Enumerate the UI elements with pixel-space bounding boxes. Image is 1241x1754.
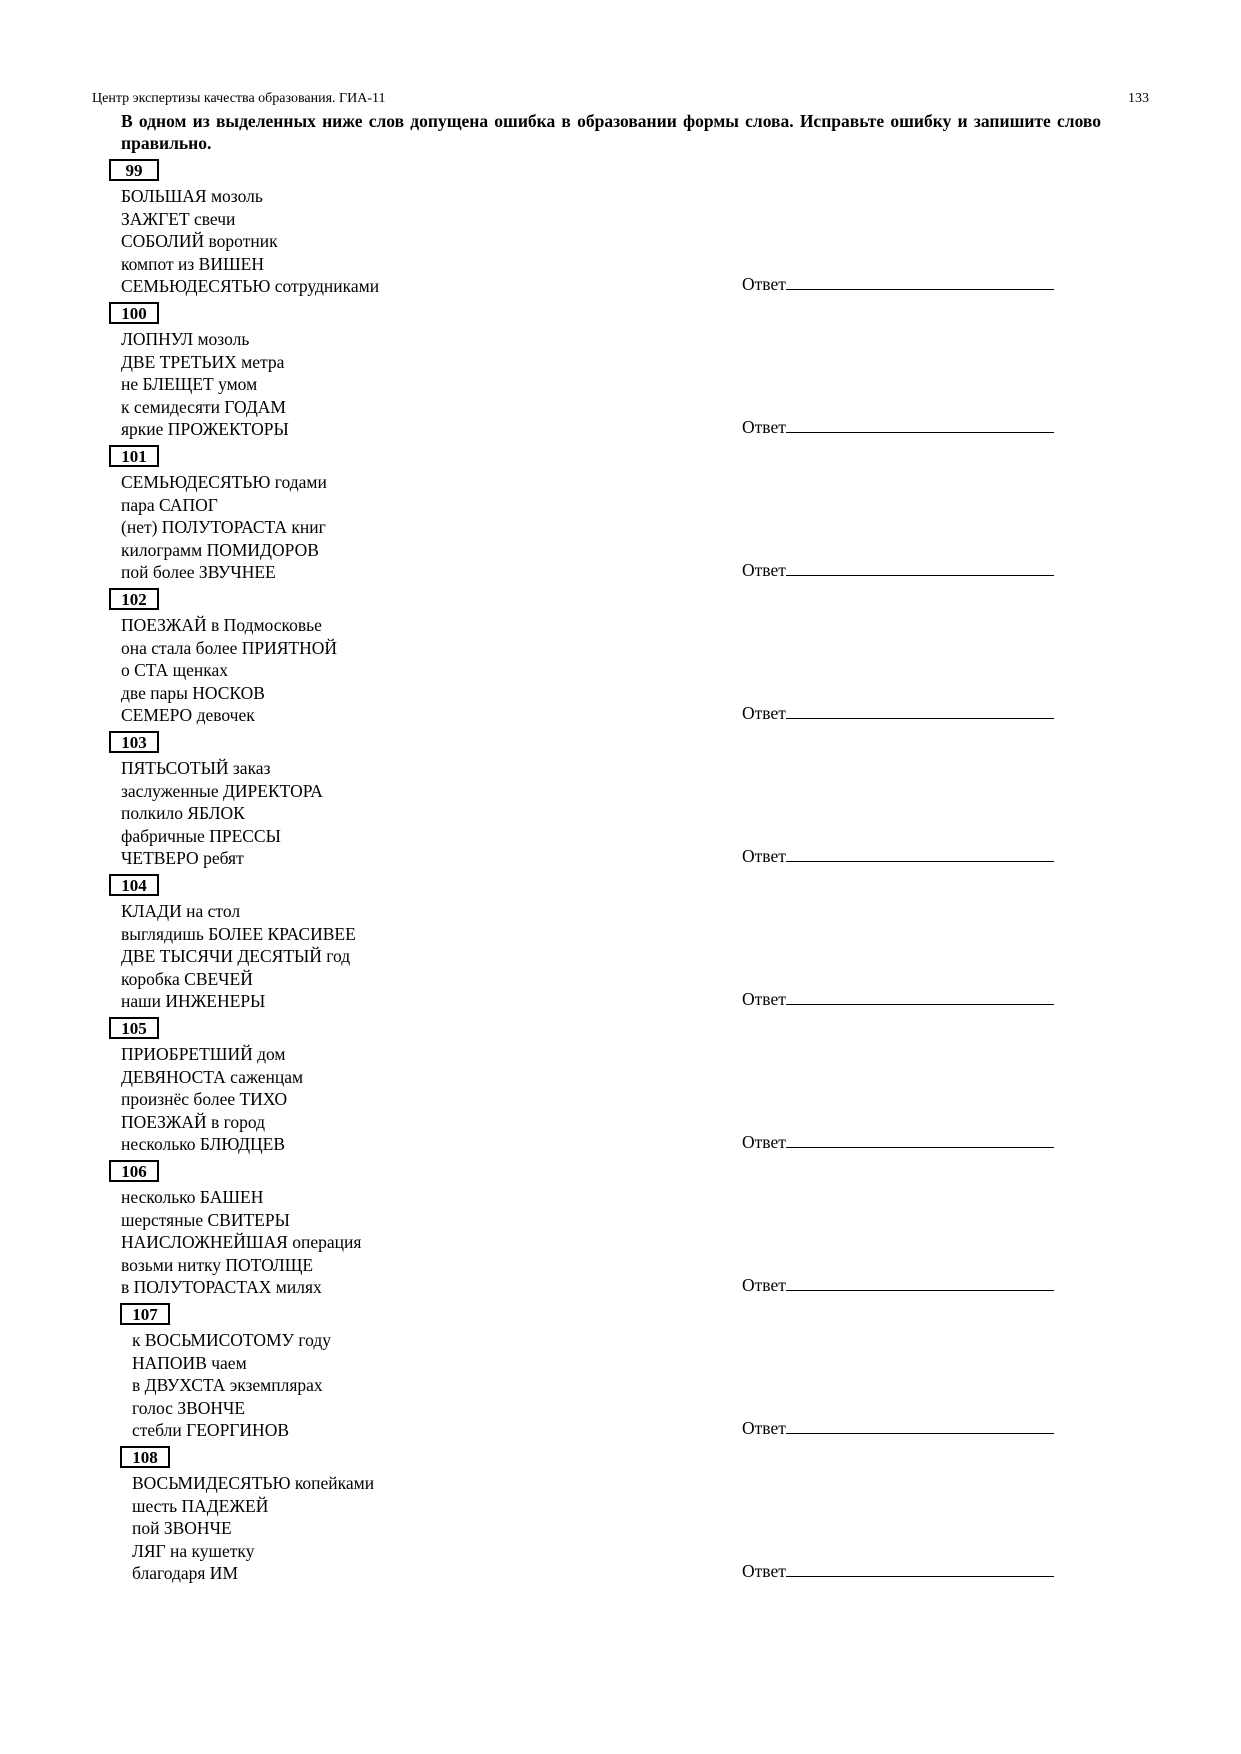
word-option: ПОЕЗЖАЙ в город: [121, 1111, 266, 1132]
task-number: 99: [109, 159, 159, 181]
word-list: [132, 1329, 331, 1442]
answer-label: Ответ: [742, 1418, 786, 1438]
task-item: [0, 588, 1241, 731]
word-option: НАИСЛОЖНЕЙШАЯ операция: [121, 1232, 362, 1253]
task-item: [0, 159, 1241, 302]
word-option: фабричные ПРЕССЫ: [121, 825, 281, 846]
task-item: [0, 1303, 1241, 1446]
page-header: [92, 91, 1149, 109]
word-option: пой более ЗВУЧНЕЕ: [121, 562, 276, 583]
word-option: полкило ЯБЛОК: [121, 803, 245, 824]
word-option: коробка СВЕЧЕЙ: [121, 968, 253, 989]
task-instruction: В одном из выделенных ниже слов допущена ошибка в образовании формы слова. Исправьте ошибку и запишите слово правильно.: [121, 111, 1101, 153]
answer-line[interactable]: [786, 1560, 1054, 1577]
answer-line[interactable]: [786, 559, 1054, 576]
answer-label: Ответ: [742, 703, 786, 723]
word-option: в ПОЛУТОРАСТАХ милях: [121, 1277, 322, 1298]
word-option: ЛОПНУЛ мозоль: [121, 329, 250, 349]
word-option: ПОЕЗЖАЙ в Подмосковье: [121, 615, 322, 635]
task-number: 101: [109, 445, 159, 467]
header-title: Центр экспертизы качества образования. ГИА-11: [92, 91, 386, 106]
answer-line[interactable]: [786, 416, 1054, 433]
word-option: компот из ВИШЕН: [121, 253, 264, 274]
word-option: яркие ПРОЖЕКТОРЫ: [121, 419, 289, 440]
word-option: шерстяные СВИТЕРЫ: [121, 1209, 290, 1230]
task-item: [0, 731, 1241, 874]
word-option: наши ИНЖЕНЕРЫ: [121, 991, 266, 1012]
word-option: возьми нитку ПОТОЛЩЕ: [121, 1254, 314, 1275]
answer-field[interactable]: [742, 845, 1054, 867]
task-number: 107: [120, 1303, 170, 1325]
word-option: НАПОИВ чаем: [132, 1352, 247, 1373]
answer-field[interactable]: [742, 1417, 1054, 1439]
task-number: 103: [109, 731, 159, 753]
task-item: [0, 302, 1241, 445]
word-option: произнёс более ТИХО: [121, 1089, 288, 1110]
word-option: о СТА щенках: [121, 660, 228, 681]
answer-line[interactable]: [786, 845, 1054, 862]
word-list: [121, 1043, 303, 1156]
word-option: ЗАЖГЕТ свечи: [121, 208, 236, 229]
word-list: [121, 614, 337, 727]
word-option: ЧЕТВЕРО ребят: [121, 848, 244, 869]
task-item: [0, 1017, 1241, 1160]
task-number: 100: [109, 302, 159, 324]
word-option: ЛЯГ на кушетку: [132, 1540, 255, 1561]
word-list: [121, 471, 327, 584]
word-option: заслуженные ДИРЕКТОРА: [121, 780, 323, 801]
word-option: ДВЕ ТЫСЯЧИ ДЕСЯТЫЙ год: [121, 946, 351, 967]
task-item: [0, 874, 1241, 1017]
page-number: 133: [1128, 91, 1149, 106]
answer-field[interactable]: [742, 416, 1054, 438]
word-option: БОЛЬШАЯ мозоль: [121, 186, 263, 206]
answer-field[interactable]: [742, 1560, 1054, 1582]
answer-line[interactable]: [786, 702, 1054, 719]
word-option: СЕМЬЮДЕСЯТЬЮ сотрудниками: [121, 276, 380, 297]
answer-line[interactable]: [786, 1131, 1054, 1148]
word-option: к ВОСЬМИСОТОМУ году: [132, 1330, 331, 1350]
answer-field[interactable]: [742, 1274, 1054, 1296]
word-option: благодаря ИМ: [132, 1563, 238, 1584]
answer-label: Ответ: [742, 989, 786, 1009]
word-option: две пары НОСКОВ: [121, 682, 265, 703]
word-option: к семидесяти ГОДАМ: [121, 396, 286, 417]
word-list: [121, 1186, 361, 1299]
word-option: СЕМЕРО девочек: [121, 705, 255, 726]
word-option: пой ЗВОНЧЕ: [132, 1518, 232, 1539]
task-number: 105: [109, 1017, 159, 1039]
word-option: несколько БЛЮДЦЕВ: [121, 1134, 286, 1155]
answer-label: Ответ: [742, 417, 786, 437]
task-number: 108: [120, 1446, 170, 1468]
word-option: пара САПОГ: [121, 494, 218, 515]
word-option: шесть ПАДЕЖЕЙ: [132, 1495, 269, 1516]
word-list: [121, 328, 289, 441]
answer-label: Ответ: [742, 1275, 786, 1295]
word-option: выглядишь БОЛЕЕ КРАСИВЕЕ: [121, 923, 356, 944]
answer-label: Ответ: [742, 560, 786, 580]
word-option: СЕМЬЮДЕСЯТЬЮ годами: [121, 472, 327, 492]
word-option: ДВЕ ТРЕТЬИХ метра: [121, 351, 285, 372]
word-option: СОБОЛИЙ воротник: [121, 231, 278, 252]
answer-field[interactable]: [742, 559, 1054, 581]
word-option: она стала более ПРИЯТНОЙ: [121, 637, 338, 658]
word-list: [121, 900, 356, 1013]
answer-line[interactable]: [786, 1274, 1054, 1291]
task-item: [0, 445, 1241, 588]
answer-field[interactable]: [742, 702, 1054, 724]
word-option: стебли ГЕОРГИНОВ: [132, 1420, 290, 1441]
task-item: [0, 1160, 1241, 1303]
task-number: 104: [109, 874, 159, 896]
word-option: (нет) ПОЛУТОРАСТА книг: [121, 517, 326, 538]
word-list: [121, 757, 323, 870]
task-number: 106: [109, 1160, 159, 1182]
answer-label: Ответ: [742, 274, 786, 294]
answer-field[interactable]: [742, 1131, 1054, 1153]
answer-label: Ответ: [742, 1132, 786, 1152]
word-option: ПЯТЬСОТЫЙ заказ: [121, 758, 271, 778]
answer-field[interactable]: [742, 988, 1054, 1010]
answer-field[interactable]: [742, 273, 1054, 295]
word-option: килограмм ПОМИДОРОВ: [121, 539, 319, 560]
word-list: [121, 185, 379, 298]
answer-label: Ответ: [742, 846, 786, 866]
answer-line[interactable]: [786, 1417, 1054, 1434]
word-option: несколько БАШЕН: [121, 1187, 264, 1207]
word-option: не БЛЕЩЕТ умом: [121, 374, 258, 395]
answer-label: Ответ: [742, 1561, 786, 1581]
task-list: [0, 159, 1241, 1589]
word-option: ПРИОБРЕТШИЙ дом: [121, 1044, 286, 1064]
word-option: в ДВУХСТА экземплярах: [132, 1375, 323, 1396]
word-option: ВОСЬМИДЕСЯТЬЮ копейками: [132, 1473, 375, 1493]
word-option: голос ЗВОНЧЕ: [132, 1397, 246, 1418]
task-number: 102: [109, 588, 159, 610]
word-option: КЛАДИ на стол: [121, 901, 241, 921]
word-list: [132, 1472, 374, 1585]
task-item: [0, 1446, 1241, 1589]
answer-line[interactable]: [786, 273, 1054, 290]
answer-line[interactable]: [786, 988, 1054, 1005]
word-option: ДЕВЯНОСТА саженцам: [121, 1066, 304, 1087]
